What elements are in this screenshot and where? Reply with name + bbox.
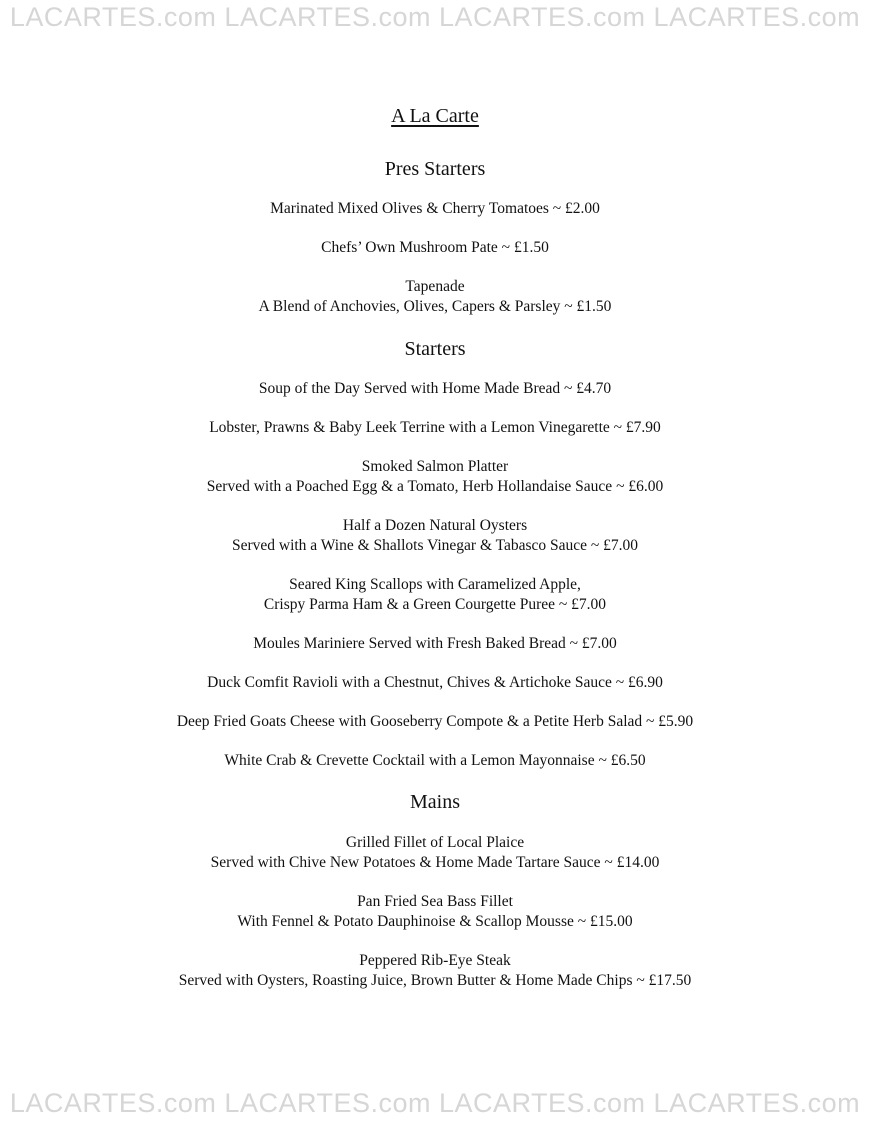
menu-item-line: Chefs’ Own Mushroom Pate ~ £1.50 [321, 239, 549, 256]
section-heading-mains: Mains [410, 791, 460, 813]
menu-item [0, 379, 870, 399]
menu-item-description: Served with a Wine & Shallots Vinegar & Tabasco Sauce ~ £7.00 [231, 537, 639, 554]
menu-item [0, 277, 870, 317]
menu-item [0, 833, 870, 873]
section-heading-pres-starters: Pres Starters [384, 158, 486, 180]
menu-item-line: Deep Fried Goats Cheese with Gooseberry Compote & a Petite Herb Salad ~ £5.90 [176, 713, 694, 730]
menu-item-name: Pan Fried Sea Bass Fillet [357, 893, 513, 910]
menu-item-name: Seared King Scallops with Caramelized Apple, [289, 576, 581, 593]
menu-item [0, 575, 870, 615]
menu-item [0, 457, 870, 497]
menu-item [0, 892, 870, 932]
menu-item-description: A Blend of Anchovies, Olives, Capers & Parsley ~ £1.50 [258, 298, 612, 315]
watermark-bottom: LACARTES.com LACARTES.com LACARTES.com LACARTES.com [9, 1088, 861, 1118]
menu-item [0, 634, 870, 654]
menu-item [0, 673, 870, 693]
menu-title: A La Carte [391, 105, 479, 127]
menu-item-line: Duck Comfit Ravioli with a Chestnut, Chives & Artichoke Sauce ~ £6.90 [207, 674, 663, 691]
menu-item-name: Tapenade [405, 278, 465, 295]
section-mains [0, 833, 870, 991]
menu-item-line: Lobster, Prawns & Baby Leek Terrine with a Lemon Vinegarette ~ £7.90 [209, 419, 661, 436]
menu-item [0, 951, 870, 991]
watermark-top: LACARTES.com LACARTES.com LACARTES.com LACARTES.com [9, 2, 861, 32]
menu-item-description: With Fennel & Potato Dauphinoise & Scallop Mousse ~ £15.00 [237, 913, 633, 930]
menu [0, 102, 870, 991]
menu-item-description: Crispy Parma Ham & a Green Courgette Puree ~ £7.00 [263, 596, 607, 613]
menu-item-name: Half a Dozen Natural Oysters [342, 517, 528, 534]
menu-item-description: Served with Chive New Potatoes & Home Made Tartare Sauce ~ £14.00 [210, 854, 660, 871]
menu-item-name: Peppered Rib-Eye Steak [359, 952, 511, 969]
menu-item [0, 238, 870, 258]
menu-item-description: Served with a Poached Egg & a Tomato, Herb Hollandaise Sauce ~ £6.00 [206, 478, 664, 495]
menu-item-line: Soup of the Day Served with Home Made Bread ~ £4.70 [258, 380, 612, 397]
section-pres-starters [0, 199, 870, 317]
section-starters [0, 379, 870, 771]
menu-item [0, 418, 870, 438]
menu-item [0, 199, 870, 219]
menu-item [0, 516, 870, 556]
menu-item-line: Marinated Mixed Olives & Cherry Tomatoes ~ £2.00 [270, 200, 600, 217]
menu-item [0, 751, 870, 771]
menu-item-description: Served with Oysters, Roasting Juice, Brown Butter & Home Made Chips ~ £17.50 [178, 972, 692, 989]
menu-item-line: Moules Mariniere Served with Fresh Baked Bread ~ £7.00 [253, 635, 617, 652]
menu-item-name: Smoked Salmon Platter [361, 458, 509, 475]
menu-item [0, 712, 870, 732]
section-heading-starters: Starters [404, 338, 466, 360]
menu-item-line: White Crab & Crevette Cocktail with a Lemon Mayonnaise ~ £6.50 [224, 752, 646, 769]
menu-item-name: Grilled Fillet of Local Plaice [345, 834, 525, 851]
